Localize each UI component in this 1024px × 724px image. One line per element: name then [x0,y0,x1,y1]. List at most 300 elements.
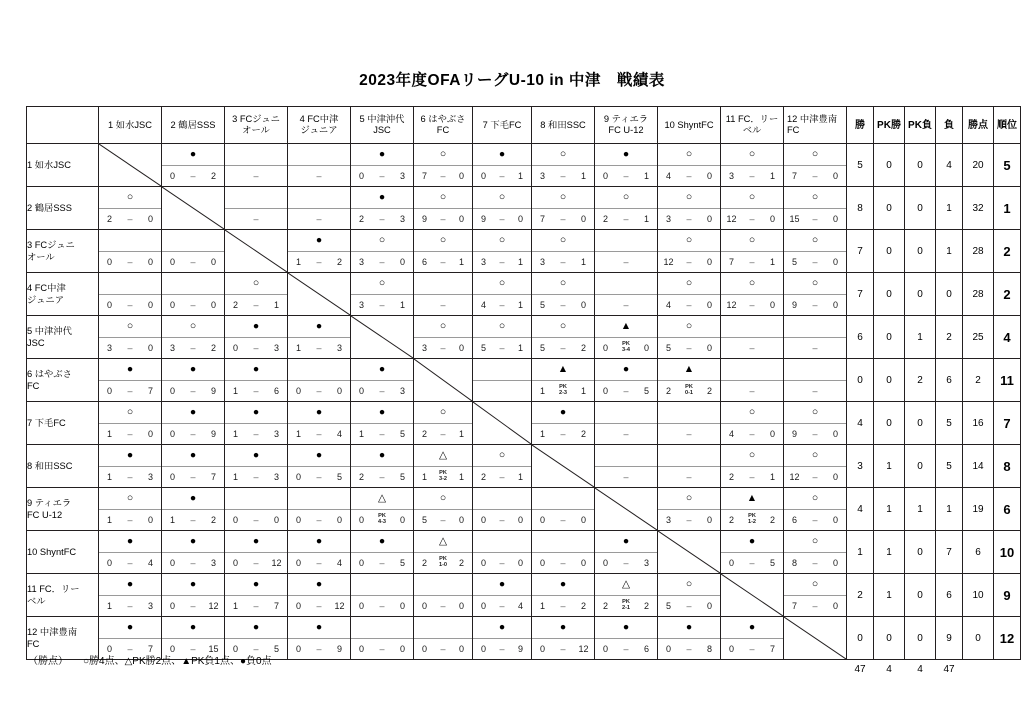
goals-against: 0 [706,171,712,181]
penalty-shootout-score: PK 2-3 [558,384,568,396]
score-row [225,338,287,358]
match-cell [658,230,721,273]
goals-against: 0 [399,644,405,654]
result-symbol: ● [288,230,350,252]
goals-against: 0 [147,429,153,439]
goals-against: 0 [580,214,586,224]
goals-against: 3 [210,558,216,568]
score-separator: – [686,515,692,525]
goals-for: 0 [480,515,486,525]
score-row [225,553,287,573]
goals-for: 2 [728,472,734,482]
match-cell [351,402,414,445]
row-header-line1: 3 FCジュニ [27,240,75,250]
goals-for: 2 [728,515,734,525]
diagonal-self-cell [225,230,288,273]
score-dash: – [253,171,259,181]
match-cell [473,445,532,488]
stat-value-4: 2 [936,316,963,359]
goals-against: 0 [210,300,216,310]
goals-for: 0 [232,644,238,654]
goals-for: 1 [295,343,301,353]
penalty-shootout-score: PK 0-1 [684,384,694,396]
totals-value-2: 4 [874,660,905,679]
goals-against: 0 [832,472,838,482]
result-symbol: ● [595,531,657,553]
goals-for: 1 [421,472,427,482]
score-row [658,295,720,315]
match-cell [162,445,225,488]
goals-for: 0 [358,601,364,611]
result-symbol: ○ [351,230,413,252]
goals-for: 0 [169,300,175,310]
column-header-team-8 [532,107,595,144]
score-row [658,381,720,401]
score-dash: – [623,472,629,482]
goals-against: 0 [458,515,464,525]
score-separator: – [190,257,196,267]
score-separator: – [440,171,446,181]
score-separator: – [440,257,446,267]
score-row [532,338,594,358]
column-header-stat-5: 勝点 [963,107,994,144]
goals-for: 0 [539,644,545,654]
goals-against: 1 [399,300,405,310]
score-separator: – [812,214,818,224]
table-row [27,531,1021,574]
goals-against: 2 [210,515,216,525]
match-cell [351,144,414,187]
goals-for: 12 [726,214,737,224]
goals-against: 2 [643,601,649,611]
match-cell [721,187,784,230]
score-row [414,424,472,444]
match-cell [351,617,414,660]
stat-rank: 1 [994,187,1021,230]
goals-against: 0 [147,343,153,353]
score-separator: – [316,558,322,568]
score-separator: – [560,558,566,568]
goals-for: 3 [358,300,364,310]
score-row [784,510,846,530]
row-header-line2: ジュニア [27,295,65,305]
goals-for: 2 [480,472,486,482]
score-row [162,338,224,358]
score-separator: – [127,558,133,568]
score-row [225,381,287,401]
result-symbol: ○ [473,273,531,295]
match-cell-no-game [658,445,721,488]
result-symbol [288,144,350,166]
goals-against: 4 [336,429,342,439]
table-row [27,273,1021,316]
match-cell [99,488,162,531]
score-separator: – [316,515,322,525]
result-symbol: ● [595,359,657,381]
goals-against: 0 [147,515,153,525]
result-symbol: ○ [784,144,846,166]
goals-for: 0 [358,515,364,525]
score-separator: – [379,171,385,181]
result-symbol: ● [351,445,413,467]
column-header-team-3 [225,107,288,144]
goals-against: 5 [643,386,649,396]
result-symbol [473,488,531,510]
result-symbol: ● [162,617,224,639]
score-dash: – [440,300,446,310]
score-row [595,553,657,573]
stat-rank: 2 [994,230,1021,273]
score-separator: – [749,644,755,654]
stat-value-1: 5 [847,144,874,187]
goals-for: 1 [169,515,175,525]
score-row [721,295,783,315]
column-header-team-10 [658,107,721,144]
score-row [162,467,224,487]
row-header-line1: 2 鶴居SSS [27,203,72,213]
goals-for: 0 [232,343,238,353]
score-separator: – [623,214,629,224]
goals-for: 0 [480,558,486,568]
result-symbol: ○ [784,488,846,510]
table-row [27,316,1021,359]
result-symbol: ● [721,531,783,553]
result-symbol: ● [225,445,287,467]
match-cell [784,402,847,445]
result-symbol: ○ [595,187,657,209]
stat-value-5: 25 [963,316,994,359]
result-symbol: ● [532,617,594,639]
goals-against: 1 [458,472,464,482]
goals-for: 15 [789,214,800,224]
result-symbol: ○ [532,273,594,295]
goals-for: 1 [539,386,545,396]
score-row [414,639,472,659]
match-cell [414,488,473,531]
table-row [27,488,1021,531]
goals-against: 12 [578,644,589,654]
score-separator: – [499,515,505,525]
score-separator: – [316,386,322,396]
score-row [351,467,413,487]
column-header-line1: 4 FC中津 [299,114,339,124]
goals-against: 0 [580,300,586,310]
score-separator: – [623,644,629,654]
score-separator: – [686,601,692,611]
column-header-stat-3: PK負 [905,107,936,144]
score-row [532,209,594,229]
score-separator: – [379,386,385,396]
match-cell [784,488,847,531]
column-header-line2: JSC [373,125,391,135]
match-cell [162,273,225,316]
match-cell [473,144,532,187]
goals-for: 2 [602,214,608,224]
result-symbol: ○ [351,273,413,295]
table-corner-cell [27,107,99,144]
goals-for: 2 [421,429,427,439]
goals-for: 7 [728,257,734,267]
score-row [99,553,161,573]
legend: （勝点） ○勝4点、△PK勝2点、▲PK負1点、●負0点 [28,656,272,667]
goals-against: 3 [147,601,153,611]
stat-value-2: 1 [874,445,905,488]
stat-value-3: 2 [905,359,936,402]
goals-against: 0 [832,171,838,181]
score-row [99,510,161,530]
stat-rank: 2 [994,273,1021,316]
match-cell [162,402,225,445]
goals-for: 6 [791,515,797,525]
table-body [27,144,1021,660]
row-header-team-7 [27,402,99,445]
goals-for: 0 [169,257,175,267]
goals-against: 0 [210,257,216,267]
goals-for: 1 [539,601,545,611]
goals-against: 0 [832,515,838,525]
goals-for: 0 [169,644,175,654]
result-symbol: ○ [721,144,783,166]
goals-for: 0 [358,386,364,396]
match-cell [351,187,414,230]
column-header-team-1 [99,107,162,144]
result-symbol [351,574,413,596]
diagonal-self-cell [162,187,225,230]
goals-for: 0 [169,601,175,611]
result-symbol [658,445,720,467]
goals-for: 0 [106,257,112,267]
result-symbol [658,402,720,424]
result-symbol: ● [658,617,720,639]
result-symbol: ○ [721,230,783,252]
result-symbol: ● [595,617,657,639]
goals-against: 1 [458,429,464,439]
score-row [288,596,350,616]
match-cell-no-game [595,445,658,488]
match-cell [532,359,595,402]
score-row [658,252,720,272]
goals-against: 0 [706,515,712,525]
goals-against: 3 [399,171,405,181]
goals-against: 0 [832,214,838,224]
score-row [162,166,224,186]
result-symbol [414,574,472,596]
score-separator: – [127,644,133,654]
result-symbol: ○ [99,402,161,424]
goals-against: 0 [399,257,405,267]
goals-for: 0 [169,558,175,568]
result-symbol: ○ [532,316,594,338]
score-separator: – [127,472,133,482]
match-cell [721,488,784,531]
goals-against: 0 [769,300,775,310]
goals-against: 0 [517,558,523,568]
result-symbol: ○ [414,144,472,166]
match-cell [473,273,532,316]
result-symbol: ○ [532,144,594,166]
match-cell [288,359,351,402]
score-separator: – [812,558,818,568]
row-header-line2: ベル [27,596,46,606]
goals-against: 5 [273,644,279,654]
score-separator: – [686,171,692,181]
score-row [162,252,224,272]
score-row [351,381,413,401]
result-symbol: ● [162,531,224,553]
stat-rank: 10 [994,531,1021,574]
goals-for: 1 [232,386,238,396]
goals-for: 0 [169,429,175,439]
score-row [99,467,161,487]
row-header-line1: 4 FC中津 [27,283,66,293]
goals-against: 4 [147,558,153,568]
goals-against: 0 [769,429,775,439]
result-symbol: ● [288,531,350,553]
match-cell-no-game [288,144,351,187]
score-separator: – [686,300,692,310]
row-header-team-6 [27,359,99,402]
score-separator: – [749,257,755,267]
score-row [351,166,413,186]
result-symbol: ● [288,574,350,596]
goals-against: 5 [399,429,405,439]
goals-for: 4 [665,171,671,181]
result-symbol: ● [288,316,350,338]
score-dash: – [686,429,692,439]
score-row [473,338,531,358]
goals-against: 0 [273,515,279,525]
goals-for: 0 [295,386,301,396]
result-symbol [288,359,350,381]
score-separator: – [749,171,755,181]
score-separator: – [812,257,818,267]
match-cell [784,187,847,230]
score-row [473,510,531,530]
score-row [473,639,531,659]
goals-for: 0 [169,472,175,482]
column-header-line1: 8 和田SSC [540,119,586,130]
score-row [595,338,657,358]
goals-for: 1 [106,601,112,611]
score-dash: – [623,300,629,310]
row-header-team-3 [27,230,99,273]
score-row [784,209,846,229]
match-cell [162,230,225,273]
score-separator: – [127,343,133,353]
goals-against: 0 [147,257,153,267]
score-separator: – [316,429,322,439]
table-row [27,144,1021,187]
score-row [532,510,594,530]
match-cell [532,488,595,531]
goals-for: 3 [665,214,671,224]
match-cell [414,230,473,273]
score-row [99,596,161,616]
row-header-line1: 1 如水JSC [27,160,71,170]
goals-against: 9 [210,429,216,439]
goals-against: 0 [643,343,649,353]
match-cell [721,531,784,574]
result-symbol: ○ [414,187,472,209]
match-cell [595,144,658,187]
goals-for: 3 [665,515,671,525]
result-symbol: ● [99,574,161,596]
score-separator: – [253,558,259,568]
goals-for: 2 [602,601,608,611]
score-row [162,596,224,616]
goals-against: 12 [271,558,282,568]
score-separator: – [499,214,505,224]
score-row [721,252,783,272]
result-symbol: ○ [473,445,531,467]
score-separator: – [440,644,446,654]
score-separator: – [749,558,755,568]
goals-against: 0 [458,601,464,611]
result-symbol: ● [473,574,531,596]
match-cell [162,359,225,402]
result-symbol [414,273,472,295]
score-row [288,467,350,487]
score-separator: – [440,429,446,439]
result-symbol [99,273,161,295]
score-separator: – [623,171,629,181]
totals-value-4: 47 [936,660,963,679]
score-row [721,424,783,444]
result-symbol: ● [99,617,161,639]
score-separator: – [190,515,196,525]
row-header-line1: 12 中津豊南 [27,627,78,637]
goals-against: 4 [336,558,342,568]
result-symbol: ● [351,144,413,166]
score-dash: – [316,171,322,181]
score-row [658,596,720,616]
row-header-line1: 7 下毛FC [27,418,66,428]
match-cell [225,273,288,316]
goals-for: 0 [728,558,734,568]
match-cell [414,402,473,445]
goals-against: 0 [147,214,153,224]
score-separator: – [379,644,385,654]
result-symbol: ○ [784,531,846,553]
result-symbol: ○ [473,316,531,338]
result-symbol: ○ [473,230,531,252]
score-row [99,252,161,272]
score-separator: – [190,429,196,439]
stat-value-3: 1 [905,488,936,531]
goals-against: 1 [517,472,523,482]
result-symbol: ● [225,617,287,639]
goals-for: 12 [789,472,800,482]
score-separator: – [316,644,322,654]
goals-for: 0 [539,558,545,568]
match-cell [351,445,414,488]
score-row [351,424,413,444]
stat-value-3: 1 [905,316,936,359]
column-header-line2: FC [787,125,800,135]
goals-against: 2 [769,515,775,525]
row-header-team-10 [27,531,99,574]
goals-for: 0 [358,171,364,181]
stat-value-3: 0 [905,230,936,273]
result-symbol: ○ [784,574,846,596]
match-cell [595,574,658,617]
score-row [288,252,350,272]
column-header-stat-1: 勝 [847,107,874,144]
stat-value-3: 0 [905,144,936,187]
match-cell [99,574,162,617]
result-symbol [288,488,350,510]
result-symbol: ● [99,445,161,467]
